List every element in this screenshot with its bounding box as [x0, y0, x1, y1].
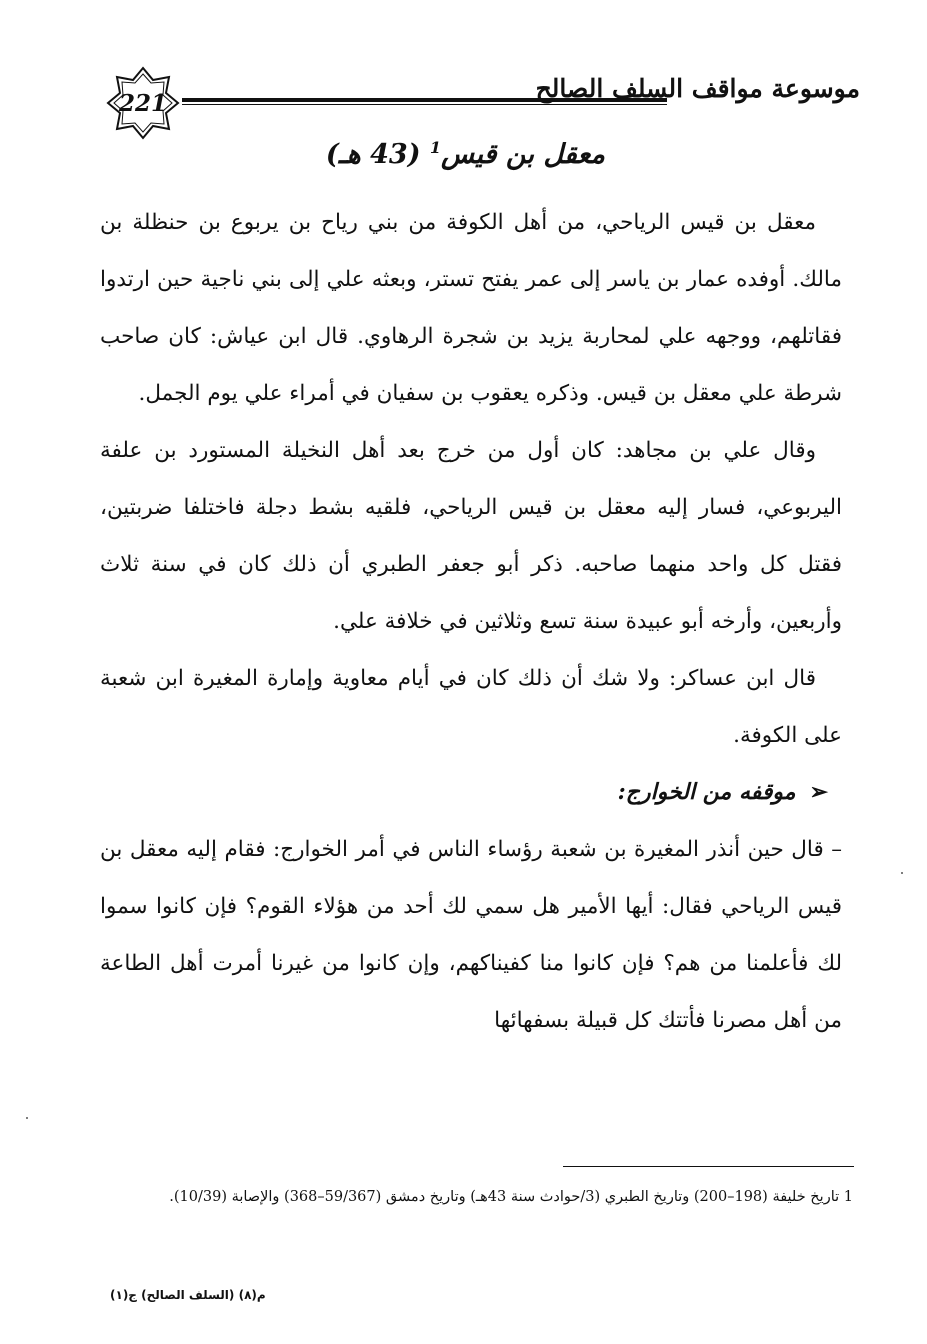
subheading-text: موقفه من الخوارج:	[617, 779, 796, 805]
footnote-separator	[563, 1166, 854, 1167]
arrow-left-icon: ➢	[809, 779, 828, 805]
scan-speck	[901, 872, 903, 874]
footnote: 1 تاريخ خليفة (198–200) وتاريخ الطبري (3/حوادث سنة 43هـ) وتاريخ دمشق (59/367–368) والإصابة (10/39).	[169, 1189, 853, 1205]
scan-speck	[26, 1117, 28, 1119]
header-rule-thin	[182, 104, 667, 105]
section-title	[205, 138, 605, 184]
paragraph: قال ابن عساكر: ولا شك أن ذلك كان في أيام معاوية وإمارة المغيرة ابن شعبة على الكوفة.	[100, 666, 842, 748]
paragraph: وقال علي بن مجاهد: كان أول من خرج بعد أهل النخيلة المستورد بن علفة اليربوعي، فسار إليه معقل بن قيس الرياحي، فلقيه بشط دجلة فاختلفا ضربتين، فقتل كل واحد منهما صاحبه. ذكر أبو جعفر الطبري أن ذلك كان في سنة ثلاث وأربعين، وأرخه أبو عبيدة سنة تسع وثلاثين في خلافة علي.	[100, 438, 843, 634]
title-footnote-ref: 1	[429, 138, 442, 157]
printer-signature: م(٨) (السلف الصالح) ج(١)	[110, 1288, 266, 1302]
footnotes	[108, 1180, 853, 1214]
paragraph: معقل بن قيس الرياحي، من أهل الكوفة من بني رياح بن يربوع بن حنظلة بن مالك. أوفده عمار بن ياسر إلى عمر يفتح تستر، وبعثه علي إلى بني ناجية حين ارتدوا فقاتلهم، ووجهه علي لمحاربة يزيد بن شجرة الرهاوي. قال ابن عياش: كان صاحب شرطة علي معقل بن قيس. وذكره يعقوب بن سفيان في أمراء علي يوم الجمل.	[100, 210, 842, 406]
title-name: معقل بن قيس	[441, 139, 605, 170]
page-header	[100, 62, 860, 144]
book-title: موسوعة مواقف السلف الصالح	[535, 74, 860, 103]
title-date: (43 هـ)	[325, 139, 421, 170]
page-number: 221	[118, 89, 167, 117]
subheading	[100, 764, 842, 821]
body-text	[100, 194, 842, 1049]
paragraph: – قال حين أنذر المغيرة بن شعبة رؤساء الناس في أمر الخوارج: فقام إليه معقل بن قيس الرياحي فقال: أيها الأمير هل سمي لك أحد من هؤلاء القوم؟ فإن كانوا سموا لك فأعلمنا من هم؟ فإن كانوا منا كفيناكهم، وإن كانوا من غيرنا أمرت أهل الطاعة من أهل مصرنا فأتتك كل قبيلة بسفهائها	[100, 837, 842, 1033]
page-number-badge	[106, 66, 180, 140]
